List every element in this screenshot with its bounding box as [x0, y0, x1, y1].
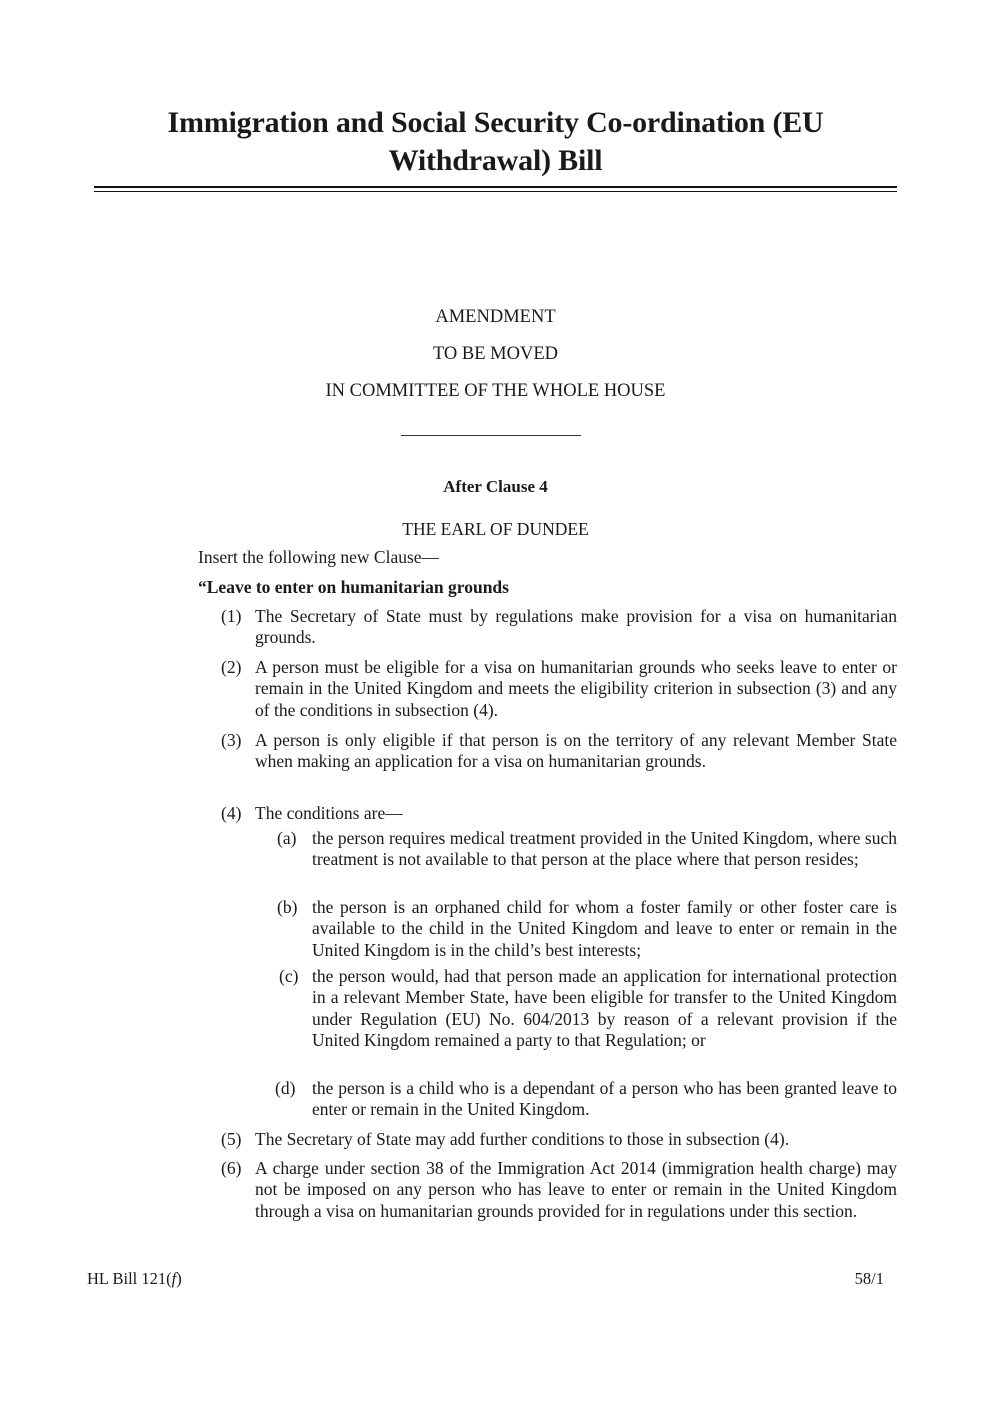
title-rule-thick: [94, 186, 897, 188]
section-divider: [401, 435, 581, 436]
subsection-text: A person is only eligible if that person is on the territory of any relevant Member State when making an application for a visa on humanitarian grounds.: [255, 730, 897, 772]
subsection-label: (5): [221, 1129, 242, 1149]
subsection-label: (6): [221, 1158, 242, 1178]
subsection-text: A person must be eligible for a visa on humanitarian grounds who seeks leave to enter or remain in the United Kingdom and meets the eligibility criterion in subsection (3) and any of the conditions in subsection (4).: [255, 657, 897, 720]
condition-label: (c): [279, 966, 299, 986]
bill-ref-prefix: HL Bill 121(: [87, 1269, 172, 1288]
subsection-text: The conditions are—: [255, 803, 403, 823]
header-committee: IN COMMITTEE OF THE WHOLE HOUSE: [325, 381, 666, 401]
subsection-label: (1): [221, 606, 242, 626]
bill-ref-italic: f: [171, 1269, 177, 1288]
subsection-text: A charge under section 38 of the Immigration Act 2014 (immigration health charge) may not be imposed on any person who has leave to enter or remain in the United Kingdom through a visa on humanitarian grounds provided for in regulations under this section.: [255, 1158, 897, 1221]
bill-ref-suffix: ): [176, 1269, 182, 1288]
subsection-label: (4): [221, 803, 242, 823]
condition-label: (d): [275, 1078, 296, 1098]
clause-position: After Clause 4: [443, 477, 548, 496]
condition-label: (a): [277, 828, 297, 848]
title-rule-thin: [94, 191, 897, 192]
subsection-text: The Secretary of State must by regulations make provision for a visa on humanitarian grounds.: [255, 606, 897, 648]
condition-text: the person requires medical treatment provided in the United Kingdom, where such treatment is not available to that person at the place where that person resides;: [312, 828, 897, 870]
condition-text: the person is an orphaned child for whom a foster family or other foster care is available to the child in the United Kingdom and leave to enter or remain in the United Kingdom is in the child’s best interests;: [312, 897, 897, 960]
condition-text: the person is a child who is a dependant of a person who has been granted leave to enter or remain in the United Kingdom.: [312, 1078, 897, 1120]
condition-label: (b): [277, 897, 298, 917]
page-reference: 58/1: [854, 1269, 884, 1288]
insert-instruction: Insert the following new Clause—: [198, 547, 440, 567]
bill-title: Immigration and Social Security Co-ordination (EU Withdrawal) Bill: [167, 106, 824, 177]
new-clause-heading: “Leave to enter on humanitarian grounds: [198, 577, 509, 597]
subsection-label: (3): [221, 730, 242, 750]
header-to-be-moved: TO BE MOVED: [432, 344, 559, 364]
mover-name: THE EARL OF DUNDEE: [402, 519, 589, 539]
condition-text: the person would, had that person made an application for international protection in a relevant Member State, have been eligible for transfer to the United Kingdom under Regulation (EU) No. 604/2013 by reason of a relevant provision if the United Kingdom remained a party to that Regulation; or: [312, 966, 897, 1050]
bill-reference: [87, 1269, 182, 1289]
subsection-label: (2): [221, 657, 242, 677]
subsection-text: The Secretary of State may add further conditions to those in subsection (4).: [255, 1129, 790, 1149]
header-amendment: AMENDMENT: [435, 307, 556, 327]
